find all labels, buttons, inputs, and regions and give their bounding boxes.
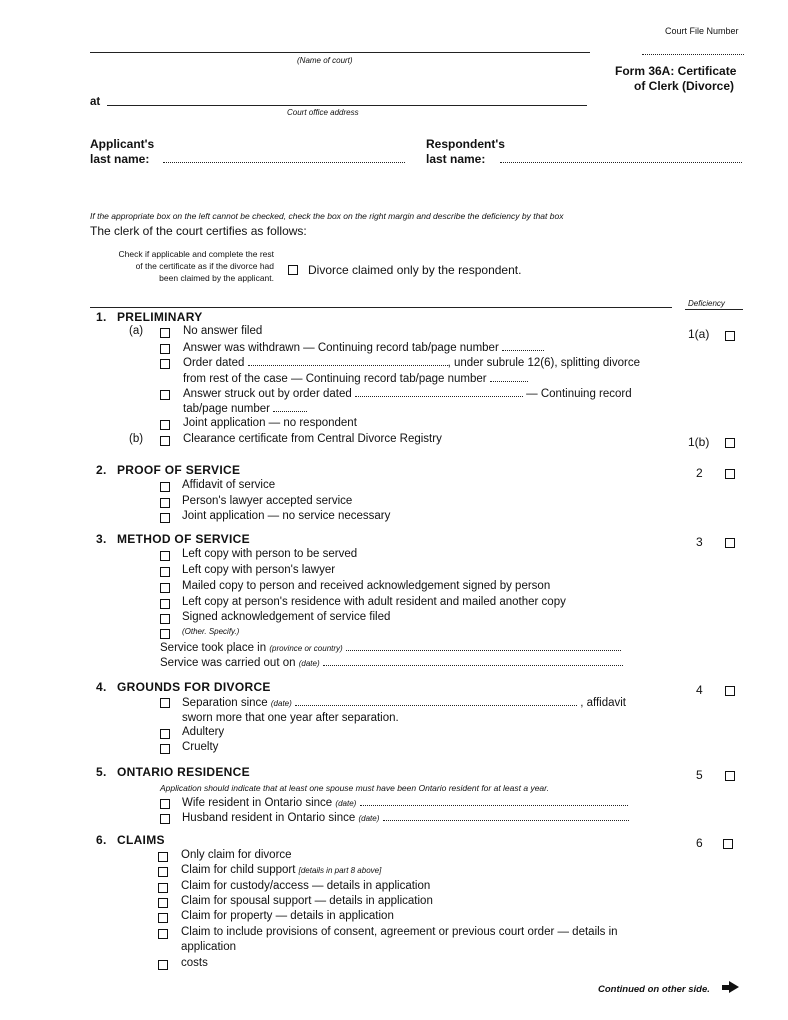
- s1-def-b-label: 1(b): [688, 435, 710, 449]
- s3-def-checkbox[interactable]: [725, 538, 735, 548]
- s3-left-lawyer-text: Left copy with person's lawyer: [182, 564, 336, 576]
- s1-number: 1.: [96, 310, 107, 324]
- s6-property-checkbox[interactable]: [158, 913, 168, 923]
- deficiency-label: Deficiency: [688, 299, 725, 308]
- s2-number: 2.: [96, 463, 107, 477]
- s2-joint-no-service-text: Joint application — no service necessary: [182, 510, 391, 522]
- s5-husband-date-field[interactable]: [383, 811, 629, 821]
- applicant-label-1: Applicant's: [90, 137, 155, 151]
- s3-place-row: Service took place in (province or country): [160, 641, 621, 654]
- s6-property-text: Claim for property — details in application: [181, 910, 394, 922]
- s3-signed-ack-checkbox[interactable]: [160, 614, 170, 624]
- s5-title: ONTARIO RESIDENCE: [117, 765, 250, 779]
- s2-lawyer-accepted-checkbox[interactable]: [160, 498, 170, 508]
- s6-title: CLAIMS: [117, 833, 165, 847]
- s2-affidavit-checkbox[interactable]: [160, 482, 170, 492]
- s1-def-a-label: 1(a): [688, 327, 710, 341]
- s6-custody-checkbox[interactable]: [158, 883, 168, 893]
- s1-answer-withdrawn-text: Answer was withdrawn — Continuing record tab/page number: [183, 341, 544, 354]
- s5-note: Application should indicate that at least one spouse must have been Ontario resident for at least a year.: [160, 783, 550, 793]
- s1-answer-struck-checkbox[interactable]: [160, 390, 170, 400]
- form-title-line2: of Clerk (Divorce): [634, 79, 735, 93]
- s5-wife-text: Wife resident in Ontario since (date): [182, 796, 628, 809]
- s4-def-label: 4: [696, 683, 703, 697]
- s2-title: PROOF OF SERVICE: [117, 463, 241, 477]
- s3-left-person-checkbox[interactable]: [160, 551, 170, 561]
- s2-affidavit-text: Affidavit of service: [182, 479, 276, 491]
- s4-adultery-text: Adultery: [182, 726, 225, 738]
- s3-left-residence-checkbox[interactable]: [160, 599, 170, 609]
- s6-spousal-text: Claim for spousal support — details in application: [181, 895, 433, 907]
- s5-wife-checkbox[interactable]: [160, 799, 170, 809]
- s4-def-checkbox[interactable]: [725, 686, 735, 696]
- s4-cruelty-text: Cruelty: [182, 741, 219, 753]
- s1-def-b-checkbox[interactable]: [725, 438, 735, 448]
- s1-answer-struck-text: Answer struck out by order dated — Continuing record: [183, 388, 632, 400]
- applicant-label-2: last name:: [90, 152, 150, 166]
- s4-separation-text-2: sworn more that one year after separation.: [182, 712, 399, 724]
- s3-number: 3.: [96, 532, 107, 546]
- s6-divorce-only-checkbox[interactable]: [158, 852, 168, 862]
- s1-order-split-checkbox[interactable]: [160, 359, 170, 369]
- s1-clearance-checkbox[interactable]: [160, 436, 170, 446]
- s4-cruelty-checkbox[interactable]: [160, 744, 170, 754]
- form-title-line1: Form 36A: Certificate: [615, 64, 737, 78]
- s2-def-label: 2: [696, 466, 703, 480]
- s5-husband-checkbox[interactable]: [160, 814, 170, 824]
- s6-provisions-text: Claim to include provisions of consent, agreement or previous court order — details in: [181, 926, 618, 938]
- continued-arrow-icon: [729, 981, 739, 993]
- s6-child-support-checkbox[interactable]: [158, 867, 168, 877]
- s1-clearance-text: Clearance certificate from Central Divorce Registry: [183, 433, 442, 445]
- court-file-number-field[interactable]: [642, 54, 744, 55]
- instruction-text: If the appropriate box on the left cannot be checked, check the box on the right margin and describe the deficiency by that box: [90, 211, 564, 221]
- at-label: at: [90, 96, 101, 108]
- s2-def-checkbox[interactable]: [725, 469, 735, 479]
- s3-other-text: (Other. Specify.): [182, 627, 240, 636]
- s5-number: 5.: [96, 765, 107, 779]
- respondent-last-name-field[interactable]: [500, 162, 742, 163]
- s4-separation-date-field[interactable]: [295, 696, 577, 706]
- s1-a-label: (a): [129, 325, 144, 337]
- s3-title: METHOD OF SERVICE: [117, 532, 250, 546]
- s3-date-field[interactable]: [323, 656, 623, 666]
- s3-mailed-text: Mailed copy to person and received acknowledgement signed by person: [182, 580, 551, 592]
- respondent-label-2: last name:: [426, 152, 486, 166]
- s3-mailed-checkbox[interactable]: [160, 583, 170, 593]
- s6-provisions-text-2: application: [181, 941, 236, 953]
- s4-title: GROUNDS FOR DIVORCE: [117, 680, 271, 694]
- s4-separation-checkbox[interactable]: [160, 698, 170, 708]
- certifies-text: The clerk of the court certifies as follows:: [90, 224, 307, 238]
- s3-date-row: Service was carried out on (date): [160, 656, 623, 669]
- s2-lawyer-accepted-text: Person's lawyer accepted service: [182, 495, 353, 507]
- s3-def-label: 3: [696, 535, 703, 549]
- s5-wife-date-field[interactable]: [360, 796, 628, 806]
- s6-divorce-only-text: Only claim for divorce: [181, 849, 292, 861]
- respondent-only-checkbox[interactable]: [288, 265, 298, 275]
- name-of-court-field[interactable]: [90, 52, 590, 53]
- check-note: Check if applicable and complete the rest of the certificate as if the divorce had been claimed by the applicant.: [118, 249, 274, 283]
- s6-custody-text: Claim for custody/access — details in application: [181, 880, 431, 892]
- s5-def-checkbox[interactable]: [725, 771, 735, 781]
- respondent-label-1: Respondent's: [426, 137, 505, 151]
- s5-def-label: 5: [696, 768, 703, 782]
- s1-joint-application-checkbox[interactable]: [160, 420, 170, 430]
- s6-def-checkbox[interactable]: [723, 839, 733, 849]
- court-file-number-label: Court File Number: [665, 26, 739, 36]
- s3-other-checkbox[interactable]: [160, 629, 170, 639]
- s1-order-split-text-2: from rest of the case — Continuing record tab/page number: [183, 372, 528, 385]
- s5-husband-text: Husband resident in Ontario since (date): [182, 811, 629, 824]
- s1-def-a-checkbox[interactable]: [725, 331, 735, 341]
- divider-right: [685, 309, 743, 310]
- name-of-court-label: (Name of court): [297, 56, 353, 65]
- s6-spousal-checkbox[interactable]: [158, 898, 168, 908]
- s3-place-field[interactable]: [346, 641, 621, 651]
- s6-def-label: 6: [696, 836, 703, 850]
- s1-answer-withdrawn-checkbox[interactable]: [160, 344, 170, 354]
- applicant-last-name-field[interactable]: [163, 162, 405, 163]
- s4-adultery-checkbox[interactable]: [160, 729, 170, 739]
- divider-left: [90, 307, 672, 308]
- s3-left-lawyer-checkbox[interactable]: [160, 567, 170, 577]
- s3-left-person-text: Left copy with person to be served: [182, 548, 358, 560]
- s4-number: 4.: [96, 680, 107, 694]
- s1-no-answer-text: No answer filed: [183, 325, 263, 337]
- s1-b-label: (b): [129, 433, 144, 445]
- s2-joint-no-service-checkbox[interactable]: [160, 513, 170, 523]
- s1-no-answer-checkbox[interactable]: [160, 328, 170, 338]
- continued-text: Continued on other side.: [598, 984, 710, 995]
- s3-left-residence-text: Left copy at person's residence with adult resident and mailed another copy: [182, 596, 566, 608]
- s6-costs-checkbox[interactable]: [158, 960, 168, 970]
- s6-costs-text: costs: [181, 957, 208, 969]
- s1-joint-application-text: Joint application — no respondent: [183, 417, 357, 429]
- s4-separation-text: Separation since (date) , affidavit: [182, 697, 627, 709]
- s6-number: 6.: [96, 833, 107, 847]
- court-office-address-field[interactable]: [107, 105, 587, 106]
- s3-signed-ack-text: Signed acknowledgement of service filed: [182, 611, 391, 623]
- s6-child-support-text: Claim for child support [details in part 8 above]: [181, 864, 382, 876]
- s1-order-split-text: Order dated , under subrule 12(6), splitting divorce: [183, 357, 640, 369]
- s1-title: PRELIMINARY: [117, 310, 203, 324]
- court-office-address-label: Court office address: [287, 108, 359, 117]
- s1-answer-struck-text-2: tab/page number: [183, 402, 307, 415]
- respondent-only-text: Divorce claimed only by the respondent.: [308, 263, 522, 277]
- s6-provisions-checkbox[interactable]: [158, 929, 168, 939]
